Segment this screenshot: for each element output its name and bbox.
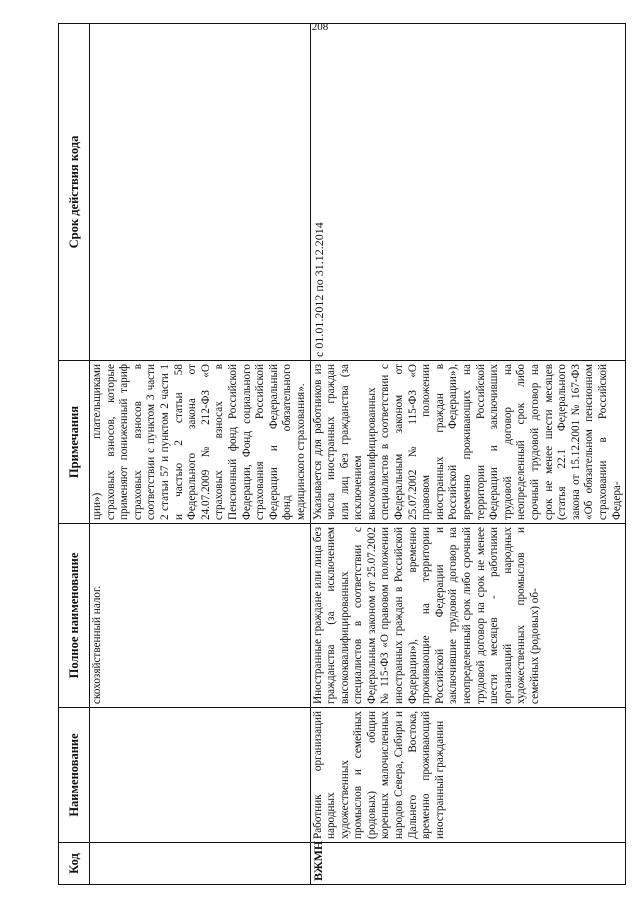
table-header-row	[59, 24, 90, 885]
header-validity: Срок действия кода	[59, 24, 90, 361]
cell-notes: ции») плательщиками страховых взносов, которые применяют пониженный тариф страховых взносов в соответствии с пунктом 3 части 2 статьи 57 и пунктом 2 части 1 и частью 2 статьи 58 Федерального закона от 24.07.2009 № 212-ФЗ «О страховых взносах в Пенсионный фонд Российской Федерации, Фонд социального страхования Российской Федерации и Федеральный фонд обязательного медицинского страхования».	[90, 361, 311, 524]
cell-code: ВЖМН	[310, 843, 626, 885]
cell-full-name	[310, 524, 626, 708]
header-notes: Примечания	[59, 361, 90, 524]
rotated-table-container	[58, 23, 623, 885]
cell-code	[90, 843, 311, 885]
cell-notes	[310, 361, 626, 524]
cell-full-name-text: Иностранные граждане или лица без гражданства (за исключением высококвалифицированных специалистов в соответствии с Федеральным законом от 25.07.2002 № 115-ФЗ «О правовом положении иностранных граждан в Российской Федерации»), временно проживающие на территории Российской Федерации и заключившие трудовой договор на неопределенный срок либо срочный трудовой договор на срок не менее шести месяцев - работники организаций народных художественных промыслов и семейных (родовых) об-	[311, 527, 541, 704]
cell-name	[310, 708, 626, 843]
cell-validity: с 01.01.2012 по 31.12.2014	[310, 24, 626, 361]
cell-notes-text: Указывается для работников из числа иностранных граждан или лиц без гражданства (за исключением высококвалифицированных специалистов в соответствии с Федеральным законом от 25.07.2002 № 115-ФЗ «О правовом положении иностранных граждан в Российской Федерации»), временно проживающих на территории Российской Федерации и заключивших трудовой договор на неопределенный срок либо срочный трудовой договор на срок не менее шести месяцев (статья 22.1 Федерального закона от 15.12.2001 № 167-ФЗ «Об обязательном пенсионном страховании в Российской Федера-	[311, 364, 623, 520]
cell-name	[90, 708, 311, 843]
table-row	[90, 24, 311, 885]
header-code: Код	[59, 843, 90, 885]
codes-table	[58, 23, 626, 885]
page-number: 208	[311, 21, 329, 33]
header-full-name: Полное наименование	[59, 524, 90, 708]
cell-full-name: скохозяйственный налог.	[90, 524, 311, 708]
table-row	[310, 24, 626, 885]
header-name: Наименование	[59, 708, 90, 843]
cell-validity	[90, 24, 311, 361]
cell-name-text: Работник организаций народных художественных промыслов и семейных (родовых) общин коренных малочисленных народов Севера, Сибири и Дальнего Востока, временно проживающий иностранный гражданин	[311, 711, 446, 839]
